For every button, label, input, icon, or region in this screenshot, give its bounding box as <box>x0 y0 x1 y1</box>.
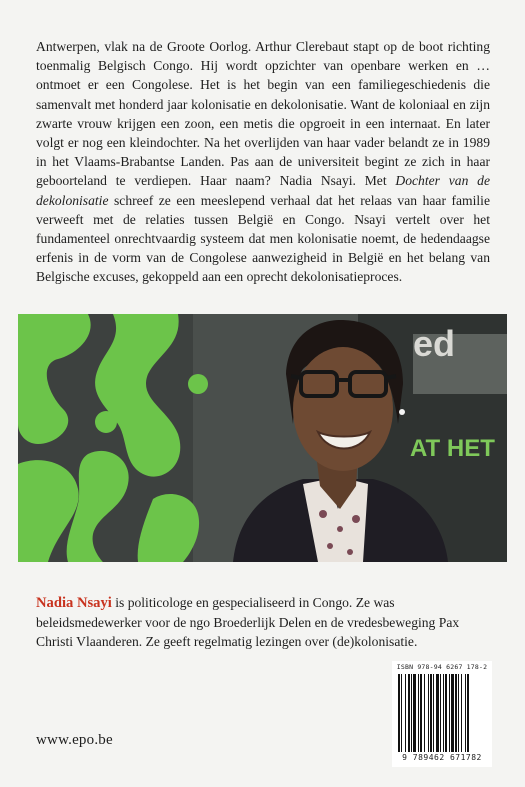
barcode-bar <box>420 674 422 752</box>
barcode-bar <box>424 674 425 752</box>
publisher-website[interactable]: www.epo.be <box>36 732 113 748</box>
author-bio <box>36 593 492 652</box>
barcode-bar <box>451 674 454 752</box>
back-cover-blurb <box>36 37 490 287</box>
barcode-bar <box>445 674 447 752</box>
barcode-bar <box>458 674 459 752</box>
author-bio-text: is politicologe en gespecialiseerd in Congo. Ze was beleidsmedewerker voor de ngo Broederlijk Delen en de vredesbeweging Pax Christi Vlaanderen. Ze geeft regelmatig lezingen over (de)kolonisatie. <box>36 595 460 650</box>
isbn-label: ISBN 978-94 6267 178-2 <box>396 663 488 671</box>
author-name: Nadia Nsayi <box>36 595 112 611</box>
barcode-bar <box>433 674 434 752</box>
book-title: Dochter van de dekolonisatie <box>36 173 490 208</box>
storefront-text-bottom: AT HET <box>410 435 495 462</box>
barcode-bar <box>428 674 429 752</box>
blurb-text-part-1: Antwerpen, vlak na de Groote Oorlog. Arthur Clerebaut stapt op de boot richting toenmalig Belgisch Congo. Hij wordt opzichter van openbare werken en … ontmoet er een Congolese. Het is het begin van een familiegeschiedenis die samenvalt met honderd jaar kolonisatie en dekolonisatie. Want de koloniaal en zijn zwarte vrouw krijgen een zoon, een metis die opgroeit in een internaat. En later volgt er nog een kleindochter. Na het overlijden van haar vader belandt ze in 1989 in het Vlaams-Brabantse Landen. Pas aan de universiteit begint ze zich in haar geboorteland te verdiepen. Haar naam? Nadia Nsayi. Met <box>36 39 490 189</box>
barcode-bar <box>408 674 410 752</box>
blurb-text-part-2: schreef ze een meeslepend verhaal dat het relaas van haar familie verweeft met de relaties tussen België en Congo. Nsayi vertelt over het fundamenteel onrechtvaardig systeem dat men kolonisatie noemt, de hedendaagse erfenis in de vorm van de Congolese aanwezigheid in België en het belang van Belgische excuses, gekoppeld aan een oprecht dekolonisatieproces. <box>36 192 490 285</box>
barcode-digits: 9 789462 671782 <box>402 753 482 762</box>
barcode-bar <box>455 674 457 752</box>
barcode-bar <box>443 674 444 752</box>
barcode-bar <box>449 674 450 752</box>
barcode-bar <box>461 674 462 752</box>
storefront-text-top: ed <box>413 323 456 364</box>
barcode-bar <box>430 674 432 752</box>
barcode-bars <box>398 674 486 752</box>
barcode-bar <box>436 674 439 752</box>
isbn-barcode <box>392 661 492 767</box>
author-photo <box>18 314 507 562</box>
barcode-bar <box>405 674 406 752</box>
barcode-bar <box>467 674 469 752</box>
barcode-bar <box>418 674 419 752</box>
barcode-bar <box>440 674 441 752</box>
barcode-bar <box>401 674 402 752</box>
barcode-bar <box>398 674 400 752</box>
barcode-bar <box>411 674 412 752</box>
barcode-bar <box>413 674 416 752</box>
barcode-bar <box>465 674 466 752</box>
